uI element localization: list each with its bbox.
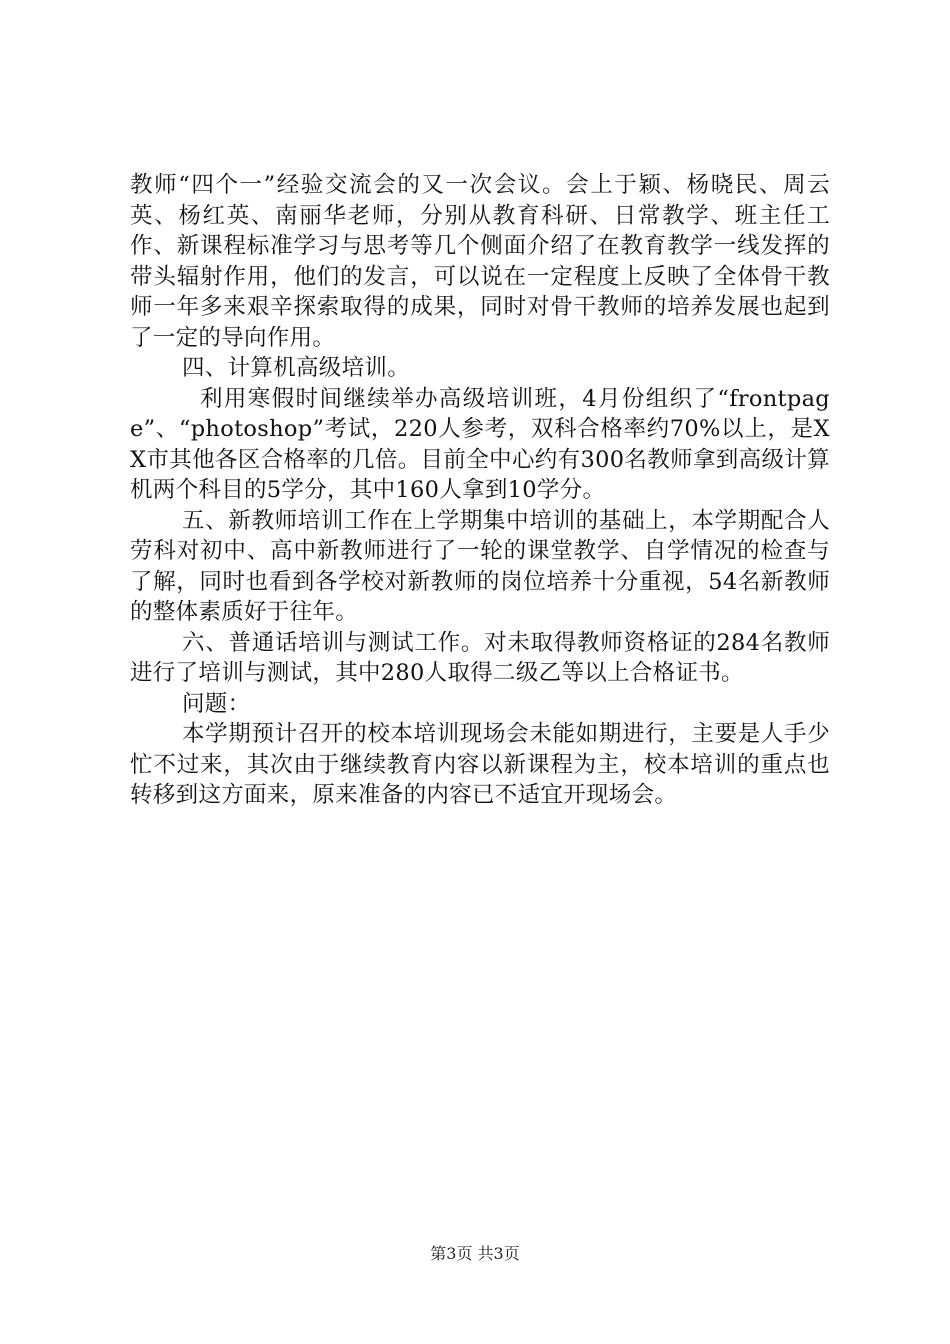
paragraph-computer-training: 利用寒假时间继续举办高级培训班，4月份组织了“frontpage”、“photoshop”考试，220人参考，双科合格率约70%以上，是XX市其他各区合格率的几倍。目前全中心约有300名教师拿到高级计算机两个科目的5学分，其中160人拿到10学分。 [130,385,830,503]
body-text [130,170,830,811]
paragraph-new-teacher-training: 五、新教师培训工作在上学期集中培训的基础上，本学期配合人劳科对初中、高中新教师进行了一轮的课堂教学、自学情况的检查与了解，同时也看到各学校对新教师的岗位培养十分重视，54名新教师的整体素质好于往年。 [130,507,830,625]
section-heading-problems: 问题： [182,690,251,717]
section-heading-computer-training: 四、计算机高级培训。 [182,355,411,381]
paragraph-continuation: 教师“四个一”经验交流会的又一次会议。会上于颖、杨晓民、周云英、杨红英、南丽华老师，分别从教育科研、日常教学、班主任工作、新课程标准学习与思考等几个侧面介绍了在教育教学一线发挥的带头辐射作用，他们的发言，可以说在一定程度上反映了全体骨干教师一年多来艰辛探索取得的成果，同时对骨干教师的培养发展也起到了一定的导向作用。 [130,172,830,351]
paragraph-problems: 本学期预计召开的校本培训现场会未能如期进行，主要是人手少忙不过来，其次由于继续教育内容以新课程为主，校本培训的重点也转移到这方面来，原来准备的内容已不适宜开现场会。 [130,721,830,808]
page-number-footer: 第3页 共3页 [430,1244,520,1263]
paragraph-mandarin-training: 六、普通话培训与测试工作。对未取得教师资格证的284名教师进行了培训与测试，其中280人取得二级乙等以上合格证书。 [130,629,830,686]
